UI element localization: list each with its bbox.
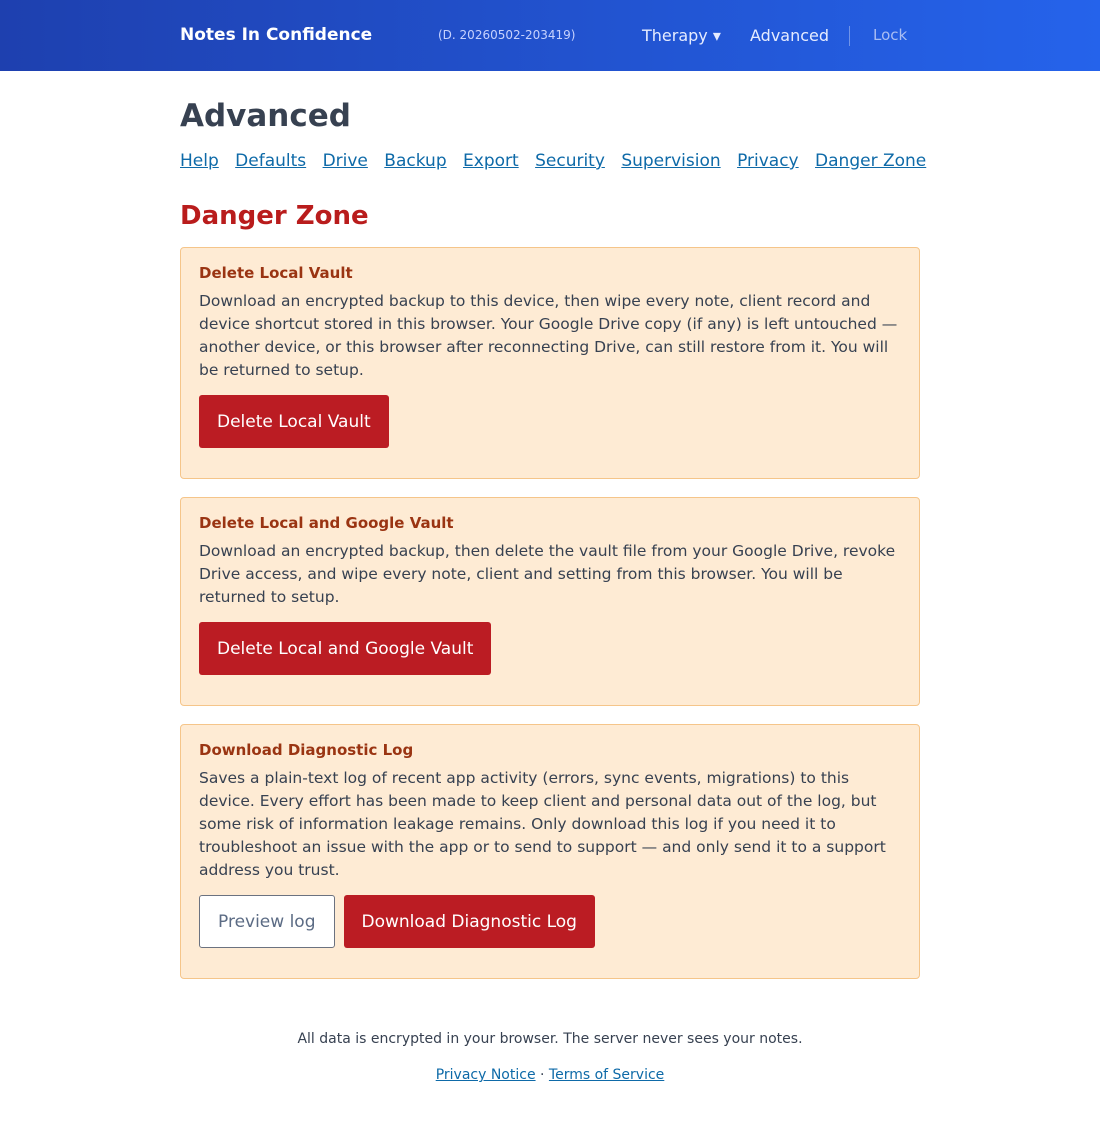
card-actions	[199, 895, 901, 948]
nav-lock-button[interactable]: Lock	[873, 26, 908, 44]
delete-local-and-google-vault-button[interactable]: Delete Local and Google Vault	[199, 622, 491, 675]
delete-local-vault-button[interactable]: Delete Local Vault	[199, 395, 389, 448]
subnav-export[interactable]: Export	[463, 151, 519, 171]
download-diagnostic-log-button[interactable]: Download Diagnostic Log	[344, 895, 595, 948]
delete-local-and-google-vault-card	[180, 497, 920, 706]
nav-divider	[849, 26, 850, 46]
footer-separator: ·	[540, 1067, 545, 1083]
nav-advanced[interactable]: Advanced	[750, 26, 830, 45]
card-description: Download an encrypted backup, then delete the vault file from your Google Drive, revoke Drive access, and wipe every note, client and setting from this browser. You will be returned to setup.	[199, 542, 896, 606]
card-actions	[199, 622, 901, 675]
subnav-defaults[interactable]: Defaults	[235, 151, 307, 171]
page-title: Advanced	[180, 98, 351, 134]
subnav-supervision[interactable]: Supervision	[621, 151, 721, 171]
download-diagnostic-log-card	[180, 724, 920, 979]
card-description: Download an encrypted backup to this device, then wipe every note, client record and device shortcut stored in this browser. Your Google Drive copy (if any) is left untouched — another device, or this browser after reconnecting Drive, can still restore from it. You will be returned to setup.	[199, 292, 898, 379]
card-description: Saves a plain-text log of recent app activity (errors, sync events, migrations) to this device. Every effort has been made to keep client and personal data out of the log, but some risk of information leakage remains. Only download this log if you need it to troubleshoot an issue with the app or to send to support — and only send it to a support address you trust.	[199, 769, 886, 879]
top-bar	[0, 0, 1100, 71]
subnav-backup[interactable]: Backup	[384, 151, 447, 171]
card-title: Delete Local Vault	[199, 264, 353, 282]
main-content	[180, 96, 927, 979]
danger-zone-heading: Danger Zone	[180, 201, 369, 231]
terms-of-service-link[interactable]: Terms of Service	[548, 1067, 665, 1083]
subnav-drive[interactable]: Drive	[322, 151, 368, 171]
page-footer	[0, 1031, 1100, 1083]
footer-links	[0, 1067, 1100, 1083]
delete-local-vault-card	[180, 247, 920, 479]
privacy-notice-link[interactable]: Privacy Notice	[435, 1067, 536, 1083]
app-brand[interactable]: Notes In Confidence	[180, 25, 373, 45]
subnav-security[interactable]: Security	[535, 151, 605, 171]
preview-log-button[interactable]: Preview log	[199, 895, 335, 948]
advanced-subnav	[180, 149, 927, 173]
subnav-help[interactable]: Help	[180, 151, 219, 171]
build-version: (D. 20260502-203419)	[438, 28, 576, 42]
encryption-notice: All data is encrypted in your browser. The server never sees your notes.	[297, 1031, 803, 1047]
card-actions	[199, 395, 901, 448]
card-title: Download Diagnostic Log	[199, 741, 414, 759]
subnav-privacy[interactable]: Privacy	[737, 151, 799, 171]
nav-therapy-menu[interactable]: Therapy ▾	[642, 26, 721, 45]
subnav-danger-zone[interactable]: Danger Zone	[815, 151, 927, 171]
card-title: Delete Local and Google Vault	[199, 514, 454, 532]
